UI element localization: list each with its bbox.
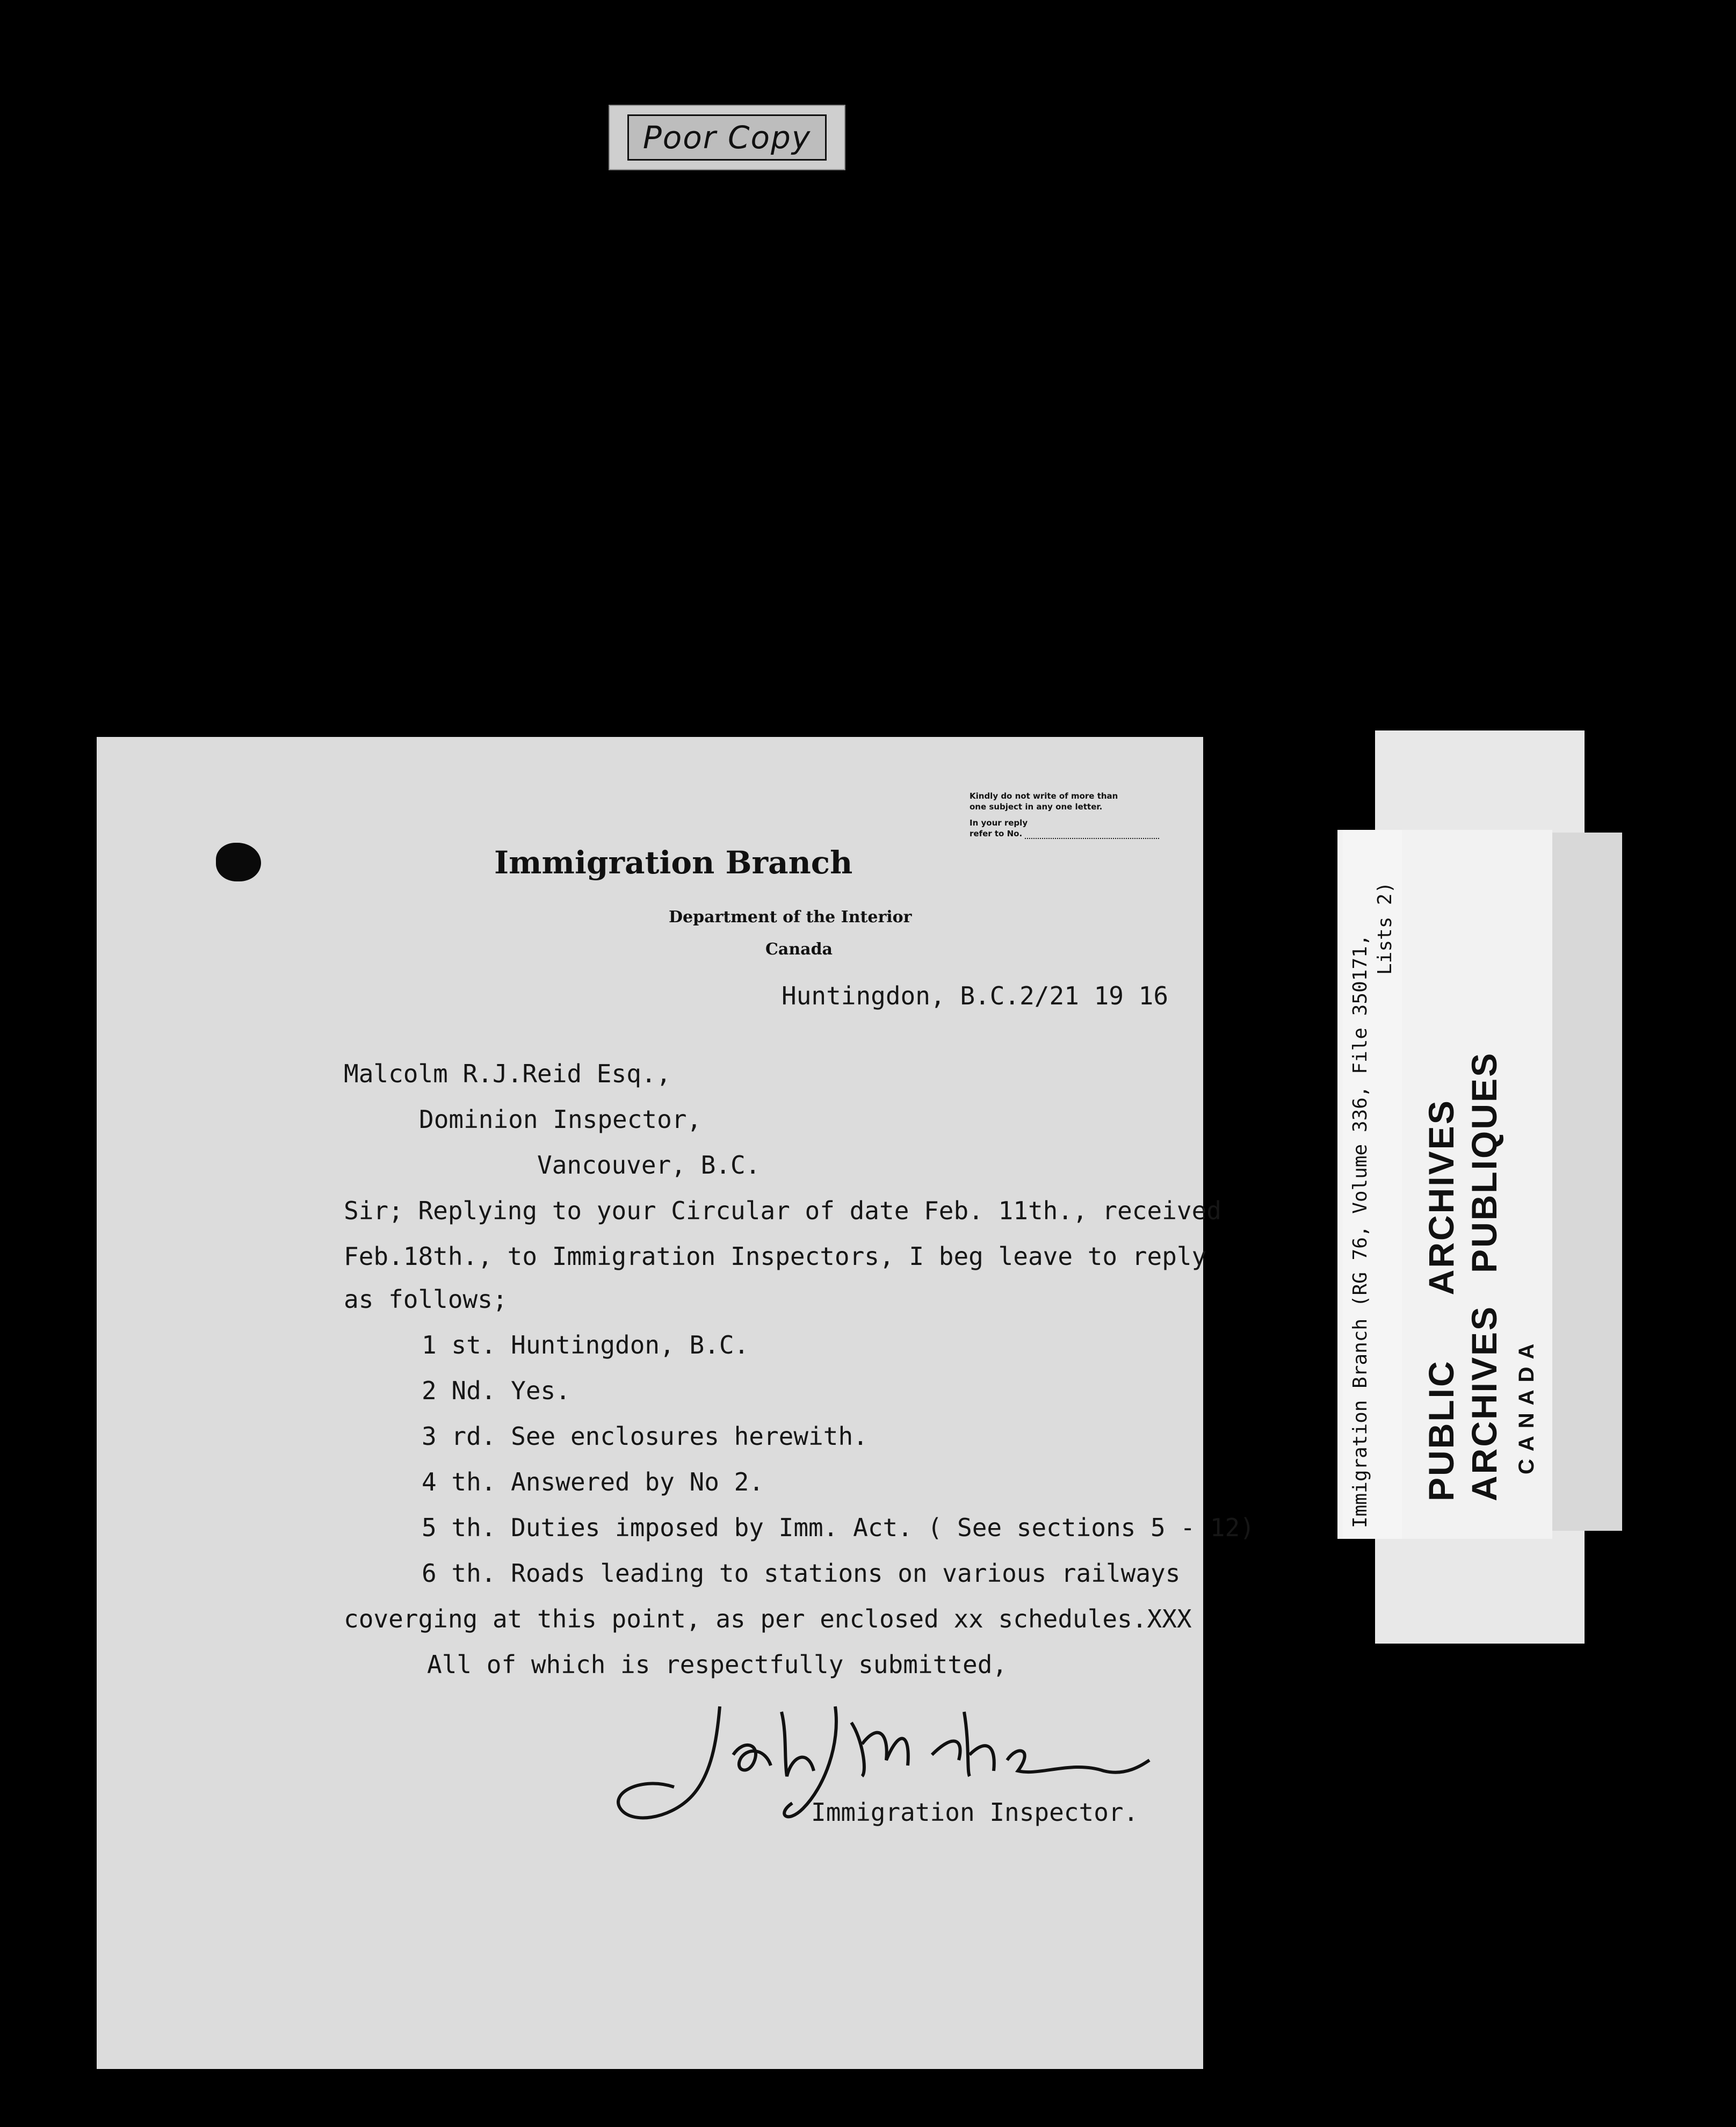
letter-body-line-3: as follows; (344, 1285, 508, 1314)
archive-stamp-publiques: PUBLIQUES (1464, 1051, 1504, 1273)
letter-addressee: Malcolm R.J.Reid Esq., (344, 1059, 671, 1088)
letter-body-line-2: Feb.18th., to Immigration Inspectors, I beg leave to reply (344, 1242, 1207, 1271)
letter-body-line-1: Sir; Replying to your Circular of date Feb. 11th., received (344, 1196, 1221, 1225)
archive-label-card (1337, 830, 1552, 1539)
label-side-strip (1542, 833, 1622, 1531)
letterhead-department: Department of the Interior (669, 908, 912, 927)
letter-item: 2 Nd. Yes. (422, 1376, 570, 1405)
letter-item: 4 th. Answered by No 2. (422, 1467, 764, 1496)
notice-line-1: Kindly do not write of more than (970, 791, 1118, 801)
letter-item: coverging at this point, as per enclosed xx schedules.XXX (344, 1604, 1192, 1633)
letter-addressee-city: Vancouver, B.C. (537, 1151, 761, 1180)
poor-copy-label: Poor Copy (627, 114, 827, 161)
archive-stamp-public: PUBLIC (1421, 1359, 1461, 1501)
letterhead-title: Immigration Branch (494, 844, 853, 881)
notice-line-3: In your reply (970, 818, 1028, 828)
letterhead-country: Canada (765, 940, 833, 959)
reference-number-line (1025, 830, 1159, 839)
letter-item: 1 st. Huntingdon, B.C. (422, 1330, 749, 1359)
signer-title: Immigration Inspector. (811, 1798, 1139, 1827)
letter-closing: All of which is respectfully submitted, (427, 1650, 1008, 1679)
archive-reference-line-2: Lists 2) (1374, 881, 1396, 975)
letter-item: 3 rd. See enclosures herewith. (422, 1422, 868, 1451)
archive-stamp-line-2 (1464, 1052, 1504, 1501)
archive-reference (1348, 841, 1398, 1528)
archive-reference-line-1: Immigration Branch (RG 76, Volume 336, File 350171, (1349, 934, 1371, 1528)
archive-stamp-archives-fr: ARCHIVES (1464, 1305, 1504, 1501)
archive-stamp-canada: CANADA (1515, 1336, 1538, 1474)
archive-stamp-line-1 (1421, 1099, 1462, 1501)
archive-label (1337, 730, 1622, 1644)
letterhead-notice (970, 791, 1270, 839)
letter-item: 6 th. Roads leading to stations on various railways (422, 1559, 1181, 1588)
notice-line-2: one subject in any one letter. (970, 802, 1103, 812)
notice-line-4: refer to No. (970, 829, 1023, 838)
handwritten-signature (610, 1690, 1152, 1851)
poor-copy-tag (609, 105, 845, 170)
letter-sheet (97, 737, 1255, 2069)
archive-stamp-archives: ARCHIVES (1421, 1099, 1461, 1296)
ink-blot (216, 843, 261, 881)
letter-date: Huntingdon, B.C.2/21 19 16 (782, 981, 1169, 1010)
letter-addressee-title: Dominion Inspector, (419, 1105, 702, 1134)
letter-item: 5 th. Duties imposed by Imm. Act. ( See sections 5 - 12) (422, 1513, 1255, 1542)
